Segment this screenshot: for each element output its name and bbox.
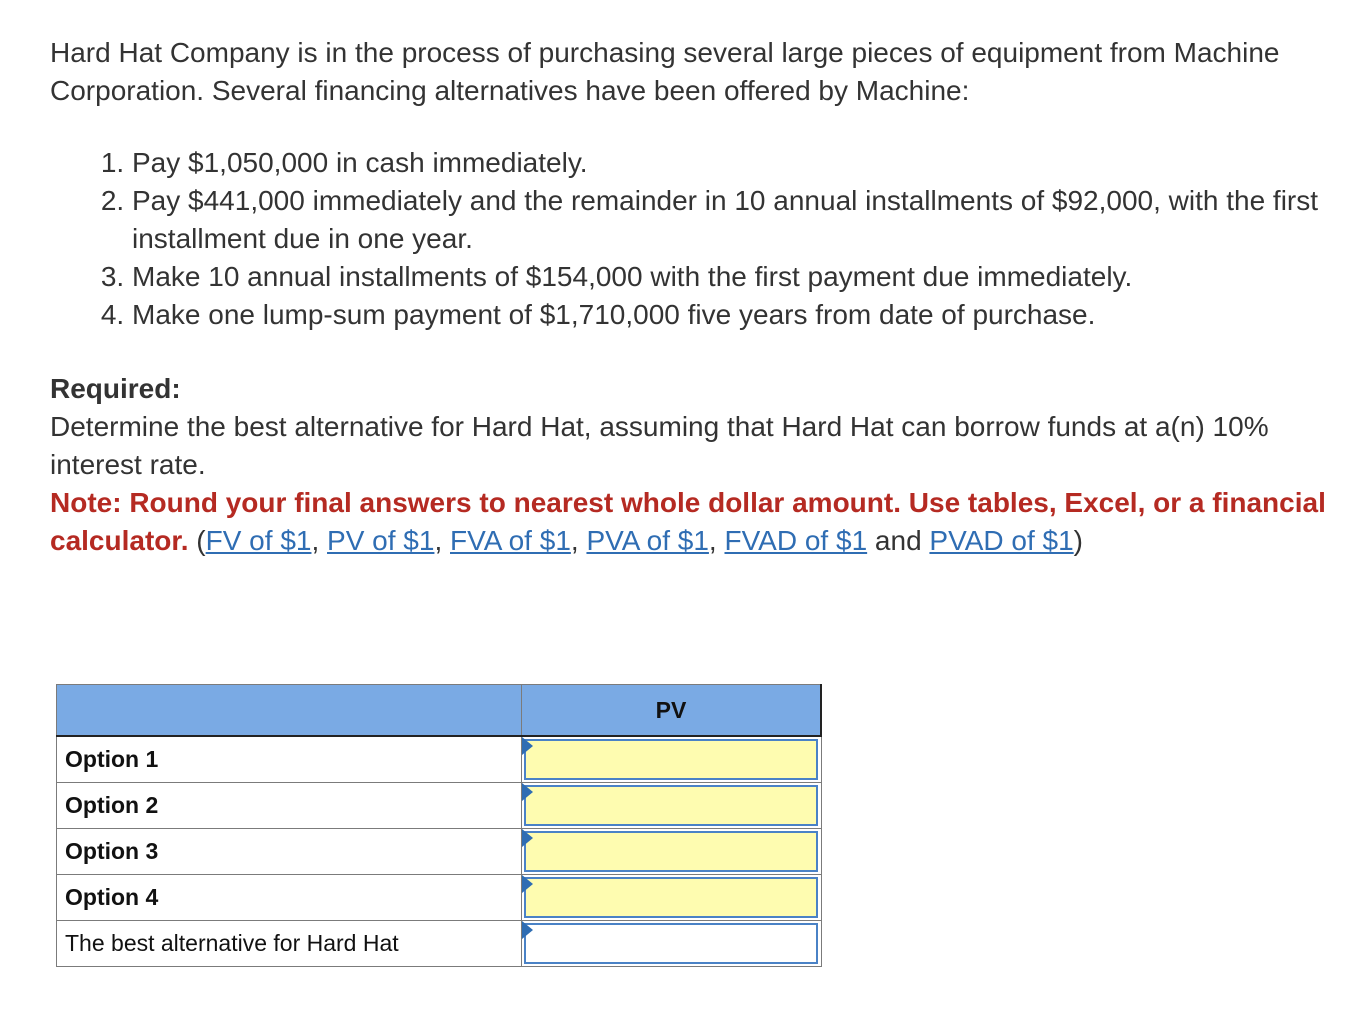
alternatives-list: [50, 144, 1330, 334]
table-row: [57, 783, 822, 829]
table-row: [57, 875, 822, 921]
required-text: Determine the best alternative for Hard Hat, assuming that Hard Hat can borrow funds at a(n) 10% interest rate.: [50, 411, 1269, 480]
best-alternative-cell: [522, 921, 822, 967]
option-3-pv-input[interactable]: [524, 831, 818, 872]
fv-of-1-link[interactable]: FV of $1: [205, 525, 312, 556]
cell-flag-icon: [522, 829, 533, 847]
pv-of-1-link[interactable]: PV of $1: [327, 525, 435, 556]
dropdown-flag-icon: [522, 921, 533, 939]
pva-of-1-link[interactable]: PVA of $1: [586, 525, 709, 556]
cell-flag-icon: [522, 737, 533, 755]
table-row: [57, 736, 822, 783]
option-2-label: Option 2: [57, 783, 522, 829]
note-line: Note: Round your final answers to nearest whole dollar amount. Use tables, Excel, or a financial calculator. (FV of $1, PV of $1, FVA of $1, PVA of $1, FVAD of $1 and PVAD of $1): [50, 487, 1326, 556]
option-3-label: Option 3: [57, 829, 522, 875]
header-blank-cell: [57, 685, 522, 737]
required-section: [50, 370, 1330, 560]
option-2-pv-input[interactable]: [524, 785, 818, 826]
best-alternative-input[interactable]: [524, 923, 818, 964]
problem-intro: Hard Hat Company is in the process of purchasing several large pieces of equipment from Machine Corporation. Several financing alternatives have been offered by Machine:: [50, 37, 1280, 106]
option-4-pv-cell: [522, 875, 822, 921]
alternative-1: 1. Pay $1,050,000 in cash immediately.: [132, 144, 1330, 182]
option-4-label: Option 4: [57, 875, 522, 921]
rounding-note: Note: Round your final answers to nearest whole dollar amount. Use tables, Excel, or a financial calculator.: [50, 487, 1326, 556]
alternative-3: 3. Make 10 annual installments of $154,000 with the first payment due immediately.: [132, 258, 1330, 296]
best-alternative-label: The best alternative for Hard Hat: [57, 921, 522, 967]
option-3-pv-cell: [522, 829, 822, 875]
required-heading: Required:: [50, 373, 181, 404]
question-content: [50, 34, 1330, 560]
table-row: [57, 829, 822, 875]
table-header-row: [57, 685, 822, 737]
option-1-pv-cell: [522, 736, 822, 783]
cell-flag-icon: [522, 875, 533, 893]
cell-flag-icon: [522, 783, 533, 801]
pvad-of-1-link[interactable]: PVAD of $1: [929, 525, 1074, 556]
fvad-of-1-link[interactable]: FVAD of $1: [724, 525, 868, 556]
option-2-pv-cell: [522, 783, 822, 829]
table-row: [57, 921, 822, 967]
alternative-2: 2. Pay $441,000 immediately and the remainder in 10 annual installments of $92,000, with the first installment due in one year.: [132, 182, 1330, 258]
and-text: and: [874, 525, 922, 556]
pv-column-header: PV: [522, 685, 822, 737]
option-4-pv-input[interactable]: [524, 877, 818, 918]
pv-answer-table: [56, 684, 822, 967]
fva-of-1-link[interactable]: FVA of $1: [450, 525, 571, 556]
option-1-label: Option 1: [57, 736, 522, 783]
alternative-4: 4. Make one lump-sum payment of $1,710,000 five years from date of purchase.: [132, 296, 1330, 334]
option-1-pv-input[interactable]: [524, 739, 818, 780]
